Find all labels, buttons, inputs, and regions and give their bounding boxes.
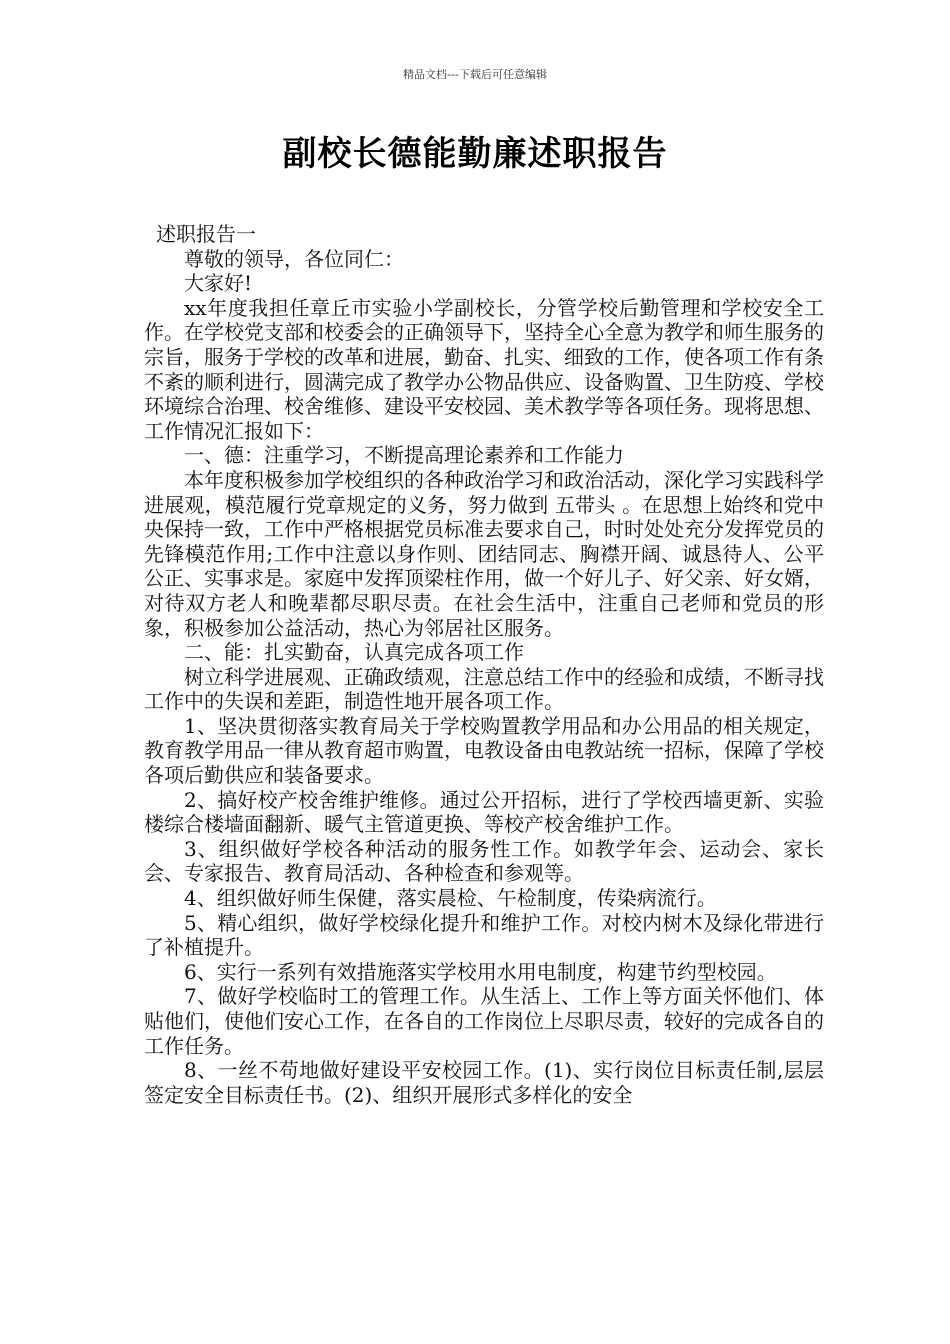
paragraph-intro: xx年度我担任章丘市实验小学副校长，分管学校后勤管理和学校安全工作。在学校党支部和校委会的正确领导下，坚持全心全意为教学和师生服务的宗旨，服务于学校的改革和进展，勤奋、扎实、细致的工作，使各项工作有条不紊的顺利进行，圆满完成了教学办公物品供应、设备购置、卫生防疫、学校环境综合治理、校舍维修、建设平安校园、美术教学等各项任务。现将思想、工作情况汇报如下： <box>144 295 824 443</box>
section-heading: 述职报告一 <box>156 222 256 246</box>
list-item: 6、实行一系列有效措施落实学校用水用电制度，构建节约型校园。 <box>184 959 777 984</box>
list-item: 7、做好学校临时工的管理工作。从生活上、工作上等方面关怀他们、体贴他们，使他们安心工作，在各自的工作岗位上尽职尽责，较好的完成各自的工作任务。 <box>144 984 824 1058</box>
salutation: 尊敬的领导，各位同仁： <box>184 246 404 271</box>
list-item: 5、精心组织，做好学校绿化提升和维护工作。对校内树木及绿化带进行了补植提升。 <box>144 910 824 960</box>
header-note: 精品文档---下载后可任意编辑 <box>403 68 547 81</box>
list-item: 4、组织做好师生保健，落实晨检、午检制度，传染病流行。 <box>184 886 717 911</box>
section-heading-ability: 二、能：扎实勤奋，认真完成各项工作 <box>184 640 524 665</box>
greeting: 大家好! <box>184 271 253 296</box>
list-item: 2、搞好校产校舍维护维修。通过公开招标，进行了学校西墙更新、实验楼综合楼墙面翻新、暖气主管道更换、等校产校舍维护工作。 <box>144 787 824 837</box>
paragraph-virtue: 本年度积极参加学校组织的各种政治学习和政治活动，深化学习实践科学进展观，模范履行党章规定的义务，努力做到 五带头 。在思想上始终和党中央保持一致，工作中严格根据党员标准去要求自己，时时处处充分发挥党员的先锋模范作用;工作中注意以身作则、团结同志、胸襟开阔、诚恳待人、公平公正、实事求是。家庭中发挥顶梁柱作用，做一个好儿子、好父亲、好女婿，对待双方老人和晚辈都尽职尽责。在社会生活中，注重自己老师和党员的形象，积极参加公益活动，热心为邻居社区服务。 <box>144 467 824 640</box>
list-item: 1、坚决贯彻落实教育局关于学校购置教学用品和办公用品的相关规定，教育教学用品一律从教育超市购置，电教设备由电教站统一招标，保障了学校各项后勤供应和装备要求。 <box>144 713 824 788</box>
list-item: 8、一丝不苟地做好建设平安校园工作。(1)、实行岗位目标责任制,层层签定安全目标责任书。(2)、组织开展形式多样化的安全 <box>144 1058 824 1107</box>
paragraph-ability: 树立科学进展观、正确政绩观，注意总结工作中的经验和成绩，不断寻找工作中的失误和差距，制造性地开展各项工作。 <box>144 664 824 714</box>
section-heading-virtue: 一、德：注重学习，不断提高理论素养和工作能力 <box>184 443 624 468</box>
document-title: 副校长德能勤廉述职报告 <box>282 134 668 174</box>
document-body <box>144 222 824 1107</box>
list-item: 3、组织做好学校各种活动的服务性工作。如教学年会、运动会、家长会、专家报告、教育局活动、各种检查和参观等。 <box>144 836 824 886</box>
